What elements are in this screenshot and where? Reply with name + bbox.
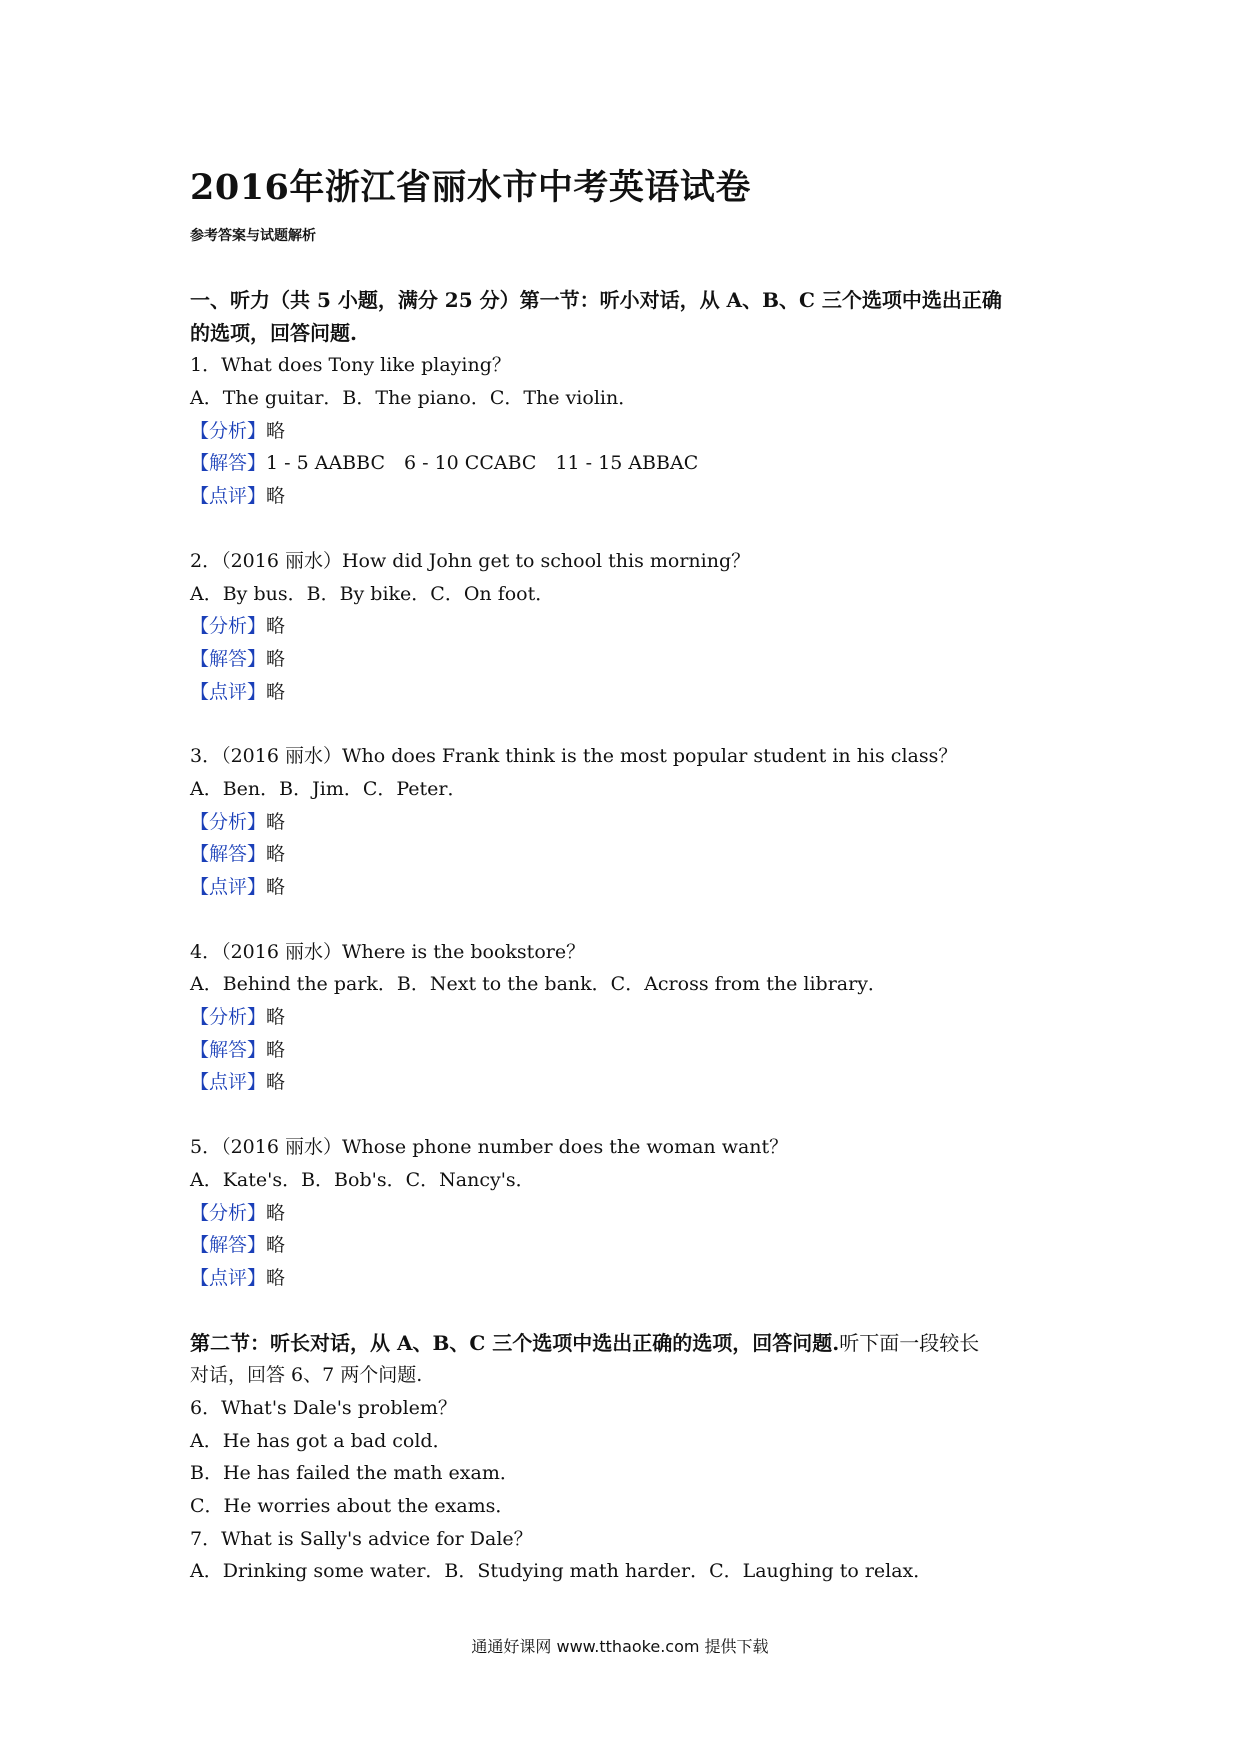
answer-value: 略	[266, 1234, 286, 1257]
page-footer: 通通好课网 www.tthaoke.com 提供下载	[471, 1637, 769, 1656]
question-text: 5．（2016 丽水）Whose phone number does the woman want？	[190, 1136, 789, 1159]
comment-row	[190, 871, 1070, 904]
answer-value: 略	[266, 647, 286, 670]
comment-tag: 【点评】	[190, 1071, 267, 1094]
answer-row	[190, 1034, 1070, 1067]
question-text: 3．（2016 丽水）Who does Frank think is the most popular student in his class？	[190, 745, 958, 768]
comment-value: 略	[266, 1266, 286, 1289]
question-block-4	[190, 936, 1070, 1099]
analysis-row	[190, 610, 1070, 643]
comment-tag: 【点评】	[190, 485, 267, 508]
answer-tag: 【解答】	[190, 1038, 267, 1061]
question-options: A．Ben．B．Jim．C．Peter．	[190, 777, 467, 800]
comment-value: 略	[266, 680, 286, 703]
analysis-value: 略	[266, 615, 286, 638]
answer-tag: 【解答】	[190, 647, 267, 670]
comment-tag: 【点评】	[190, 876, 267, 898]
question-options: A．By bus．B．By bike．C．On foot．	[190, 582, 555, 605]
answer-value: 略	[266, 1038, 286, 1061]
analysis-tag: 【分析】	[190, 419, 267, 442]
analysis-value: 略	[266, 1201, 286, 1224]
page-subtitle: 参考答案与试题解析	[190, 228, 316, 244]
analysis-row	[190, 415, 1070, 448]
question-block-1	[190, 349, 1070, 512]
analysis-row	[190, 806, 1070, 839]
answer-tag: 【解答】	[190, 1234, 267, 1257]
question-7-options: A．Drinking some water．B．Studying math harder．C．Laughing to relax．	[190, 1560, 933, 1583]
content	[190, 284, 1070, 1588]
question-6-option-c: C．He worries about the exams．	[190, 1495, 515, 1517]
answer-tag: 【解答】	[190, 843, 267, 866]
analysis-row	[190, 1001, 1070, 1034]
question-6-text: 6．What's Dale's problem？	[190, 1396, 457, 1419]
question-block-2	[190, 545, 1070, 708]
question-text: 4．（2016 丽水）Where is the bookstore？	[190, 940, 586, 963]
question-6-option-b: B．He has failed the math exam．	[190, 1462, 519, 1485]
answer-value: 略	[266, 843, 286, 866]
answer-tag: 【解答】	[190, 452, 267, 475]
analysis-value: 略	[266, 419, 286, 442]
section2-heading-line1	[190, 1327, 1070, 1360]
analysis-value: 略	[266, 810, 286, 833]
question-text: 2．（2016 丽水）How did John get to school this morning？	[190, 549, 751, 572]
answer-row	[190, 643, 1070, 676]
analysis-tag: 【分析】	[190, 1006, 267, 1029]
section2-heading-bold: 第二节：听长对话，从 A、B、C 三个选项中选出正确的选项，回答问题.	[190, 1330, 840, 1355]
answer-row	[190, 838, 1070, 871]
analysis-value: 略	[266, 1006, 286, 1029]
comment-row	[190, 1262, 1070, 1295]
answer-row	[190, 1229, 1070, 1262]
comment-tag: 【点评】	[190, 680, 267, 703]
analysis-tag: 【分析】	[190, 615, 267, 638]
question-block-5	[190, 1131, 1070, 1294]
question-options: A．The guitar．B．The piano．C．The violin．	[190, 387, 638, 410]
question-text: 1．What does Tony like playing？	[190, 354, 511, 377]
analysis-row	[190, 1197, 1070, 1230]
question-options: A．Behind the park．B．Next to the bank．C．Across from the library．	[190, 973, 887, 996]
comment-value: 略	[266, 876, 286, 898]
page-title: 2016年浙江省丽水市中考英语试卷	[190, 167, 751, 208]
comment-value: 略	[266, 485, 286, 508]
question-block-3	[190, 740, 1070, 903]
analysis-tag: 【分析】	[190, 1201, 267, 1224]
comment-tag: 【点评】	[190, 1266, 267, 1289]
section2-heading-line2: 对话，回答 6、7 两个问题.	[190, 1364, 423, 1387]
question-6-option-a: A．He has got a bad cold．	[190, 1429, 452, 1452]
section1-heading-line1: 一、听力（共 5 小题，满分 25 分）第一节：听小对话，从 A、B、C 三个选项中选出正确	[190, 288, 1002, 312]
comment-row	[190, 1066, 1070, 1099]
answer-row	[190, 447, 1070, 480]
answer-value: 1 - 5 AABBC 6 - 10 CCABC 11 - 15 ABBAC	[266, 452, 699, 475]
comment-row	[190, 676, 1070, 709]
question-7-text: 7．What is Sally's advice for Dale？	[190, 1527, 533, 1550]
comment-row	[190, 480, 1070, 513]
section2-heading-normal: 听下面一段较长	[839, 1330, 980, 1355]
comment-value: 略	[266, 1071, 286, 1094]
question-options: A．Kate's．B．Bob's．C．Nancy's．	[190, 1168, 535, 1191]
analysis-tag: 【分析】	[190, 810, 267, 833]
section1-heading-line2: 的选项，回答问题.	[190, 320, 357, 345]
